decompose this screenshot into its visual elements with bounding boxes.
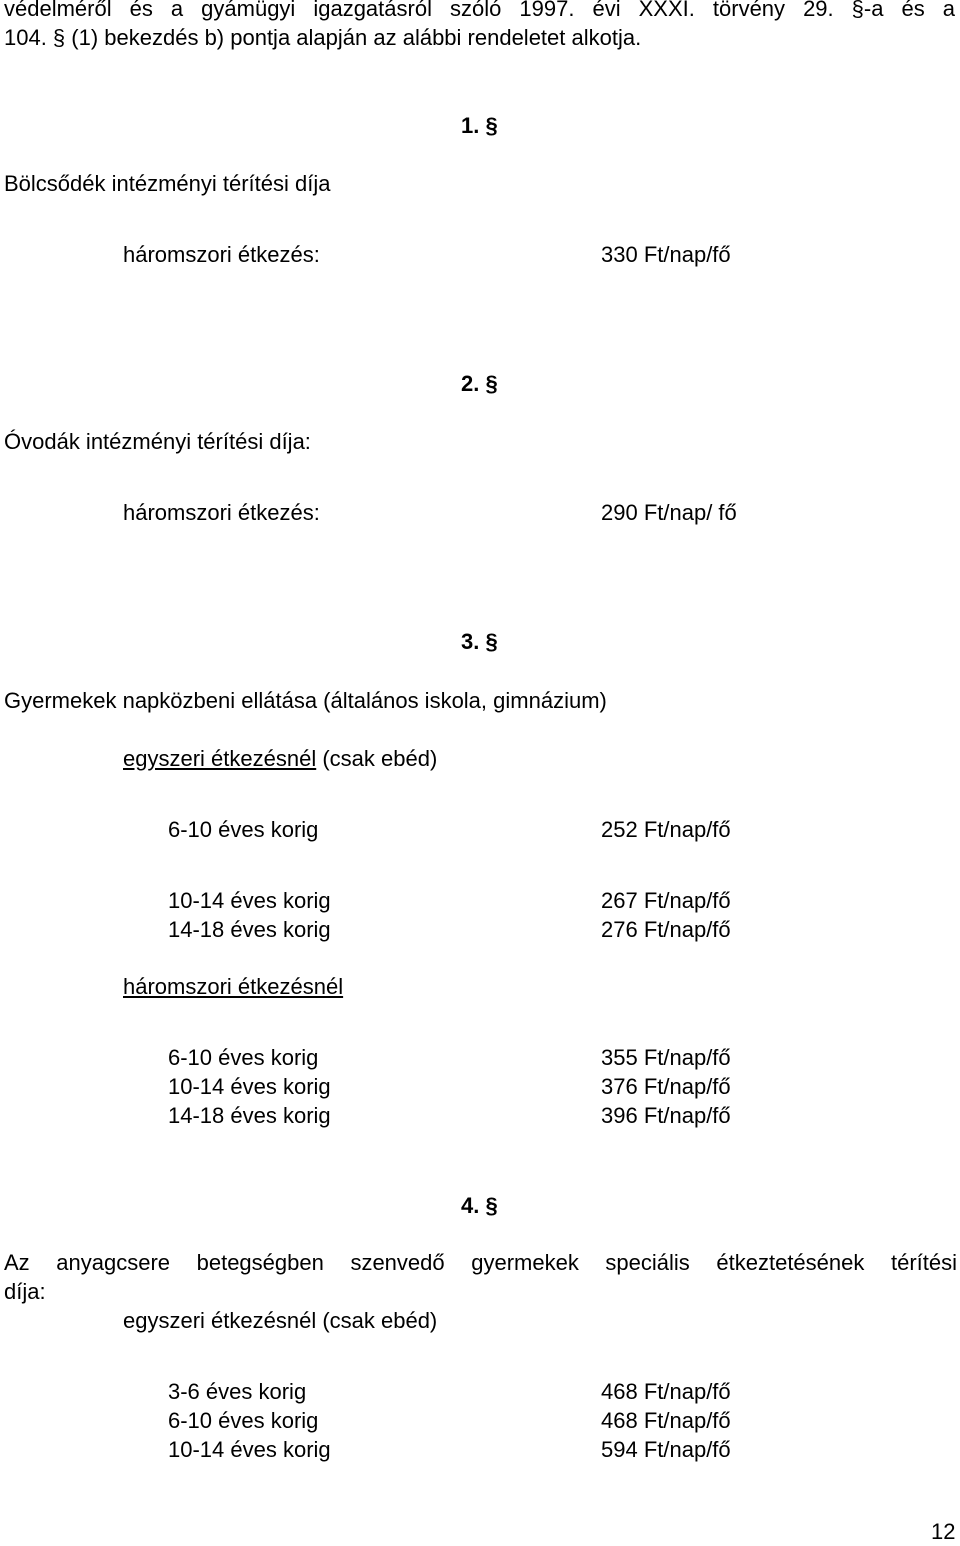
section-3-group-1-row-2-age: 10-14 éves korig: [168, 888, 331, 913]
section-3-number: 3. §: [461, 629, 498, 654]
section-1-heading: Bölcsődék intézményi térítési díja: [4, 171, 331, 196]
section-4-row-1-age: 3-6 éves korig: [168, 1379, 307, 1404]
section-3-group-1-row-1-age: 6-10 éves korig: [168, 817, 319, 842]
intro-line-2: 104. § (1) bekezdés b) pontja alapján az alábbi rendeletet alkotja.: [4, 25, 642, 50]
section-4-row-2-age: 6-10 éves korig: [168, 1408, 319, 1433]
section-1-number: 1. §: [461, 113, 498, 138]
section-3-group-2-row-2-price: 376 Ft/nap/fő: [601, 1074, 731, 1099]
section-3-group-1-label-underlined: egyszeri étkezésnél: [123, 746, 317, 771]
section-3-heading: Gyermekek napközbeni ellátása (általános iskola, gimnázium): [4, 688, 607, 713]
section-2-label: háromszori étkezés:: [123, 500, 320, 525]
section-3-group-2-label: háromszori étkezésnél: [123, 974, 344, 999]
section-4-row-3-age: 10-14 éves korig: [168, 1437, 331, 1462]
section-3-group-2-row-3-price: 396 Ft/nap/fő: [601, 1103, 731, 1128]
section-1-label: háromszori étkezés:: [123, 242, 320, 267]
section-3-group-2-row-3-age: 14-18 éves korig: [168, 1103, 331, 1128]
page-number: 12: [931, 1519, 956, 1544]
section-3-group-1-row-3-age: 14-18 éves korig: [168, 917, 331, 942]
section-3-group-2-row-2-age: 10-14 éves korig: [168, 1074, 331, 1099]
section-3-group-1-label-rest: (csak ebéd): [316, 746, 438, 771]
section-4-number: 4. §: [461, 1193, 498, 1218]
section-2-heading: Óvodák intézményi térítési díja:: [4, 429, 311, 454]
section-4-row-2-price: 468 Ft/nap/fő: [601, 1408, 731, 1433]
section-4-label: egyszeri étkezésnél (csak ebéd): [123, 1308, 438, 1333]
section-3-group-2-row-1-age: 6-10 éves korig: [168, 1045, 319, 1070]
section-4-row-3-price: 594 Ft/nap/fő: [601, 1437, 731, 1462]
section-3-group-1-label: [123, 744, 437, 773]
section-3-group-1-row-2-price: 267 Ft/nap/fő: [601, 888, 731, 913]
section-4-row-1-price: 468 Ft/nap/fő: [601, 1379, 731, 1404]
section-4-heading-line-1: Az anyagcsere betegségben szenvedő gyermekek speciális étkeztetésének térítési: [4, 1250, 957, 1275]
section-3-group-1-row-3-price: 276 Ft/nap/fő: [601, 917, 731, 942]
section-2-number: 2. §: [461, 371, 498, 396]
section-2-value: 290 Ft/nap/ fő: [601, 500, 737, 525]
section-3-group-1-row-1-price: 252 Ft/nap/fő: [601, 817, 731, 842]
intro-line-1: védelméről és a gyámügyi igazgatásról szóló 1997. évi XXXI. törvény 29. §-a és a: [4, 0, 955, 21]
section-4-heading-line-2: díja:: [4, 1279, 46, 1304]
section-3-group-2-row-1-price: 355 Ft/nap/fő: [601, 1045, 731, 1070]
section-1-value: 330 Ft/nap/fő: [601, 242, 731, 267]
